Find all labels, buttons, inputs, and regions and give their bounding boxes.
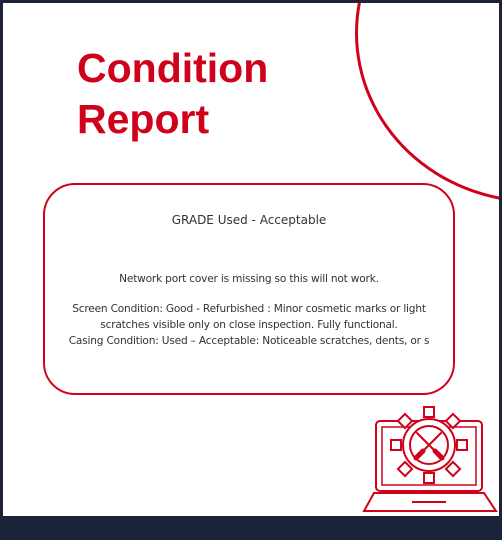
screen-condition: Screen Condition: Good - Refurbished : Minor cosmetic marks or light scratches visible only on close inspection. Fully functional. [72, 303, 426, 331]
laptop-repair-icon [362, 395, 499, 516]
title-line-1: Condition [77, 45, 269, 91]
casing-condition: Casing Condition: Used – Acceptable: Noticeable scratches, dents, or s [68, 335, 430, 347]
defect-note: Network port cover is missing so this will not work. [119, 273, 379, 285]
bottom-bar [0, 516, 502, 540]
title-line-2: Report [77, 96, 210, 142]
condition-report-page [3, 3, 499, 516]
page-title [77, 43, 268, 145]
condition-notes [59, 271, 439, 349]
decorative-arc [355, 3, 499, 203]
grade-label: GRADE Used - Acceptable [171, 213, 327, 227]
condition-details-box [43, 183, 455, 395]
